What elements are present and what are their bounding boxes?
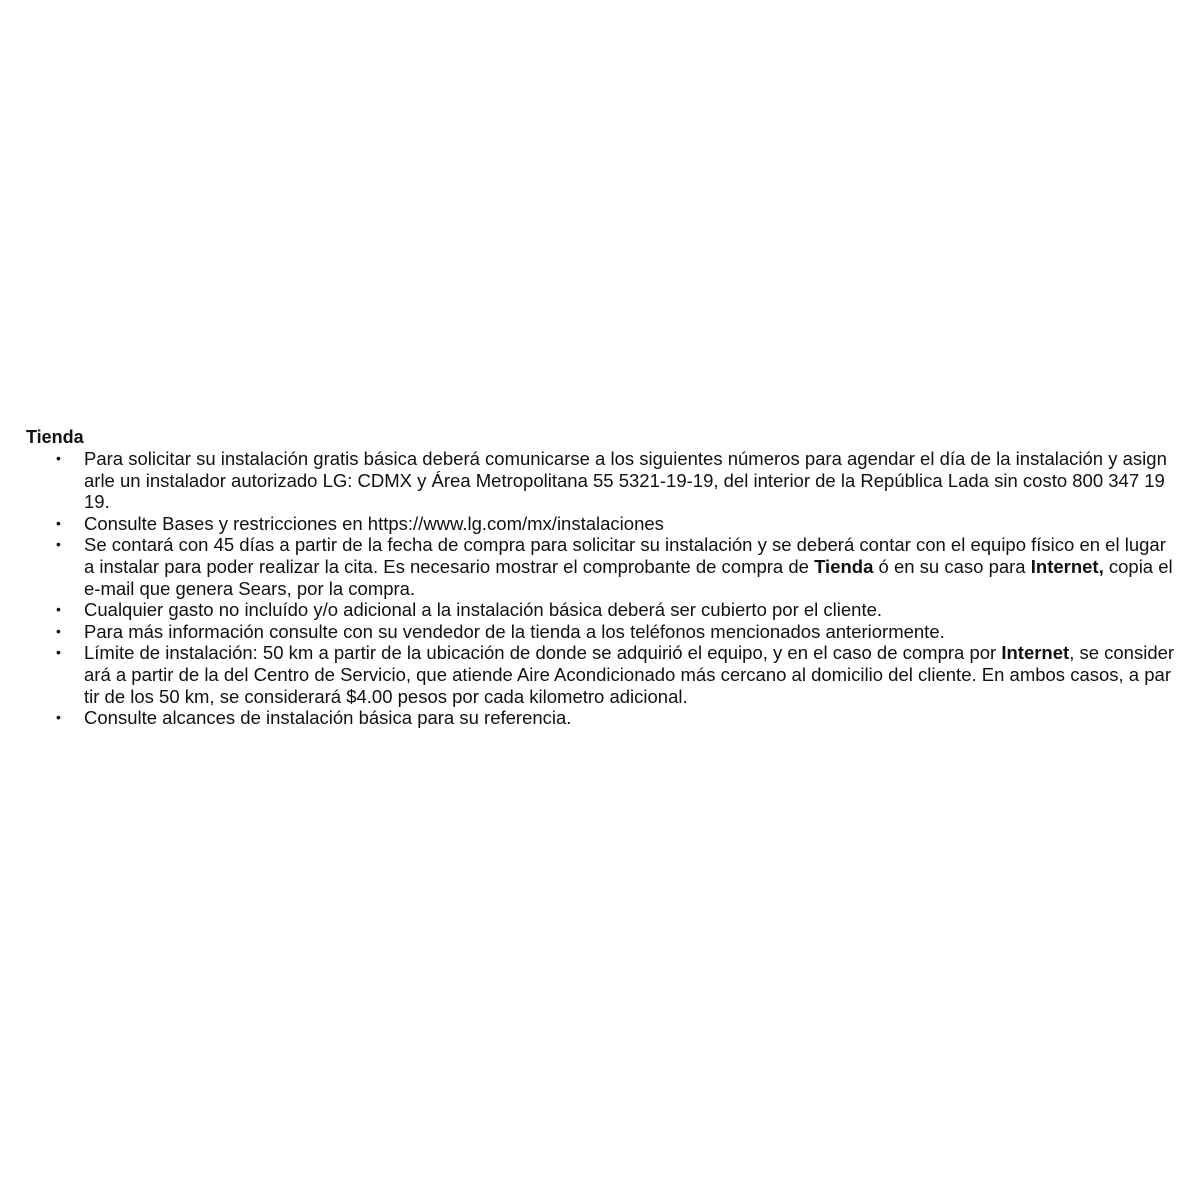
list-item [26,513,1176,535]
list-item-bold-text: Internet [1001,642,1070,664]
list-item-text: Consulte Bases y restricciones en https://www.lg.com/mx/instalaciones [84,512,664,534]
bullet-icon: • [56,644,61,661]
bullet-icon: • [56,622,61,639]
list-item-text: ó en su caso para [873,555,1031,577]
list-item [26,707,1176,729]
bullet-icon: • [56,601,61,618]
list-item [26,534,1176,599]
section-heading: Tienda [26,427,84,447]
list-item [26,448,1176,513]
list-item-bold-text: Internet, [1030,555,1104,577]
list-item-text: Para solicitar su instalación gratis básica deberá comunicarse a los siguientes números para agendar el día de la instalación y asignarle un instalador autorizado LG: CDMX y Área Metropolitana 55 5321-19-19, del interior de la República Lada sin costo 800 347 19 19. [84,448,1167,513]
bullet-icon: • [56,450,61,466]
bullet-icon: • [56,536,61,553]
list-item-bold-text: Tienda [814,555,874,577]
list-item-text: Límite de instalación: 50 km a partir de la ubicación de donde se adquirió el equipo, y en el caso de compra por [84,642,1002,664]
document-body [26,427,1176,729]
list-item [26,642,1176,707]
list-item-text: Se contará con 45 días a partir de la fecha de compra para solicitar su instalación y se deberá contar con el equipo físico en el lugar a instalar para poder realizar la cita. Es necesario mostrar el comprobante de compra de [84,534,1166,577]
list-item [26,621,1176,643]
list-item-text: Para más información consulte con su vendedor de la tienda a los teléfonos mencionados anteriormente. [84,620,945,642]
bullet-list [26,448,1176,729]
list-item-text: , se considerará a partir de la del Centro de Servicio, que atiende Aire Acondicionado más cercano al domicilio del cliente. En ambos casos, a partir de los 50 km, se considerará $4.00 pesos por cada kilometro adicional. [84,642,1175,707]
bullet-icon: • [56,709,61,726]
list-item-text: Cualquier gasto no incluído y/o adicional a la instalación básica deberá ser cubierto por el cliente. [84,599,883,621]
bullet-icon: • [56,514,61,531]
list-item [26,599,1176,621]
list-item-text: copia el e-mail que genera Sears, por la compra. [84,555,1173,599]
list-item-text: Consulte alcances de instalación básica para su referencia. [84,707,572,729]
